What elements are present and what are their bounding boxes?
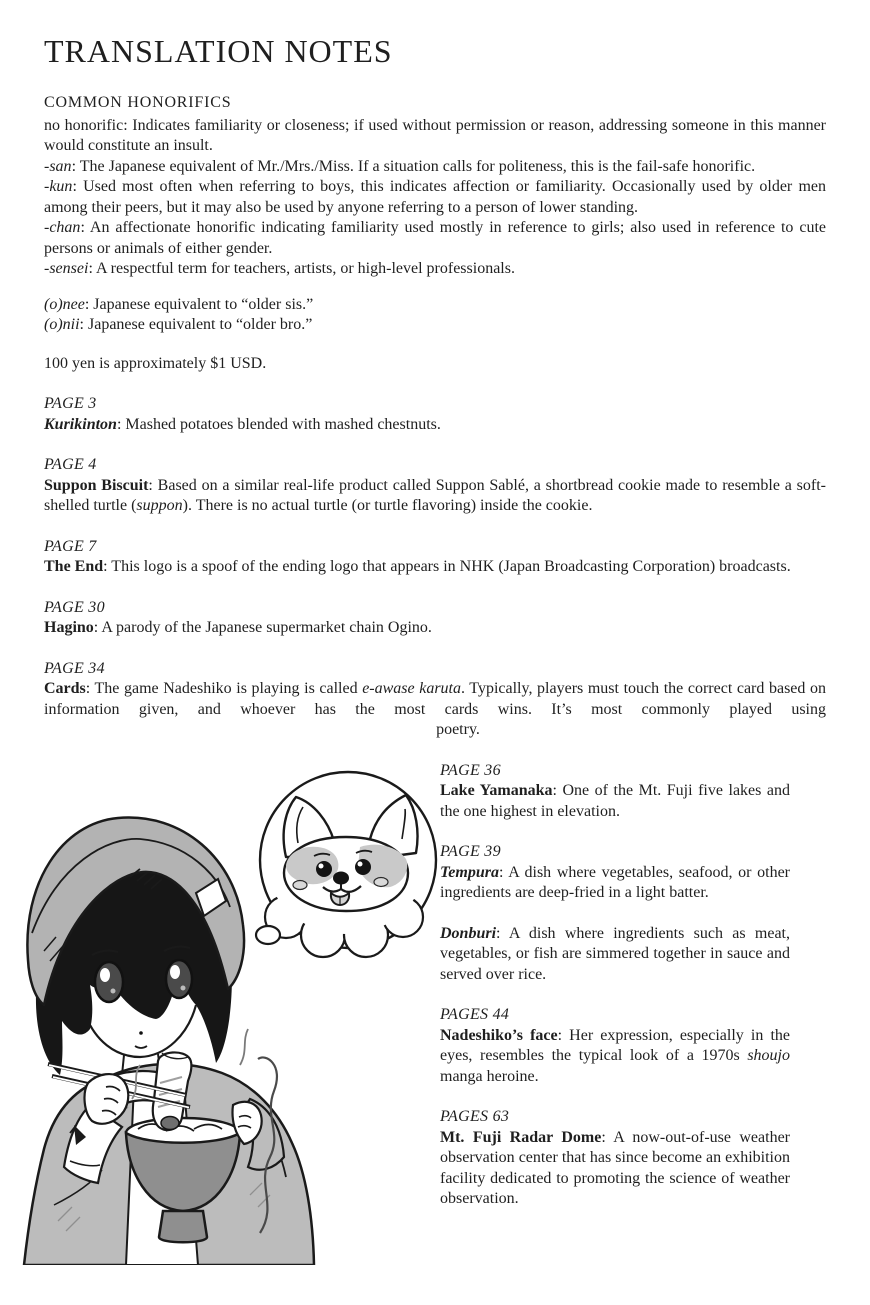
note-page-label: PAGE 4 <box>44 456 97 474</box>
note-text: Donburi: A dish where ingredients such as meat, vegetables, or fish are simmered together in sauce and served over rice. <box>440 924 790 983</box>
note-page-label: PAGE 30 <box>44 598 105 616</box>
honorific-chan: -chan: An affectionate honorific indicating familiarity used mostly in reference to girls; also used in reference to cute persons or animals of either gender. <box>44 219 826 257</box>
note-page-3 <box>44 394 826 435</box>
note-page-36 <box>440 761 790 823</box>
equivalent-onee: (o)nee: Japanese equivalent to “older sis.” <box>44 295 314 313</box>
note-text: The End: This logo is a spoof of the ending logo that appears in NHK (Japan Broadcasting Corporation) broadcasts. <box>44 558 791 576</box>
notes-right-column <box>440 741 790 1210</box>
two-column-area <box>44 741 826 1210</box>
honorific-sensei: -sensei: A respectful term for teachers, artists, or high-level professionals. <box>44 260 515 278</box>
note-text: Cards: The game Nadeshiko is playing is called e-awase karuta. Typically, players must touch the correct card based on information given, and whoever has the most cards wins. It’s most commonly played using <box>44 680 827 718</box>
note-page-4 <box>44 455 826 517</box>
note-page-label: PAGE 34 <box>44 659 105 677</box>
note-text: Nadeshiko’s face: Her expression, especially in the eyes, resembles the typical look of a 1970s shoujo manga heroine. <box>440 1026 790 1085</box>
note-text: Hagino: A parody of the Japanese supermarket chain Ogino. <box>44 619 432 637</box>
honorifics-heading: COMMON HONORIFICS <box>44 94 232 112</box>
note-page-7 <box>44 537 826 578</box>
note-page-label: PAGES 63 <box>440 1108 510 1126</box>
note-page-34 <box>44 659 826 741</box>
note-page-30 <box>44 598 826 639</box>
note-page-label: PAGES 44 <box>440 1006 510 1024</box>
yen-note: 100 yen is approximately $1 USD. <box>44 354 267 372</box>
note-page-label: PAGE 36 <box>440 761 501 779</box>
note-page-39 <box>440 842 790 904</box>
page-title: TRANSLATION NOTES <box>44 33 393 69</box>
note-pages-44 <box>440 1005 790 1087</box>
note-pages-63 <box>440 1107 790 1210</box>
honorific-san: -san: The Japanese equivalent of Mr./Mrs./Miss. If a situation calls for politeness, this is the fail-safe honorific. <box>44 157 756 175</box>
note-text: Kurikinton: Mashed potatoes blended with mashed chestnuts. <box>44 415 441 433</box>
note-text: Tempura: A dish where vegetables, seafood, or other ingredients are deep-fried in a light batter. <box>440 863 790 902</box>
note-text: Lake Yamanaka: One of the Mt. Fuji five lakes and the one highest in elevation. <box>440 782 790 820</box>
note-donburi <box>440 924 790 986</box>
illustration-area <box>44 741 440 1210</box>
note-page-label: PAGE 39 <box>440 843 501 861</box>
honorific-kun: -kun: Used most often when referring to boys, this indicates affection or familiarity. Occasionally used by older men among their peers, but it may also be used by anyone referring to a person of lower standing. <box>44 178 826 216</box>
note-text: Mt. Fuji Radar Dome: A now-out-of-use weather observation center that has since become an exhibition facility dedicated to promoting the science of weather observation. <box>440 1128 791 1208</box>
camper-corgi-illustration <box>18 765 448 1265</box>
note-page-label: PAGE 3 <box>44 395 97 413</box>
note-text-tail: poetry. <box>436 721 480 739</box>
note-page-label: PAGE 7 <box>44 537 97 555</box>
note-text: Suppon Biscuit: Based on a similar real-life product called Suppon Sablé, a shortbread cookie made to resemble a soft-shelled turtle (suppon). There is no actual turtle (or turtle flavoring) inside the cookie. <box>44 476 827 515</box>
equivalent-onii: (o)nii: Japanese equivalent to “older bro.” <box>44 316 313 334</box>
honorific-none: no honorific: Indicates familiarity or closeness; if used without permission or reason, addressing someone in this manner would constitute an insult. <box>44 116 826 155</box>
